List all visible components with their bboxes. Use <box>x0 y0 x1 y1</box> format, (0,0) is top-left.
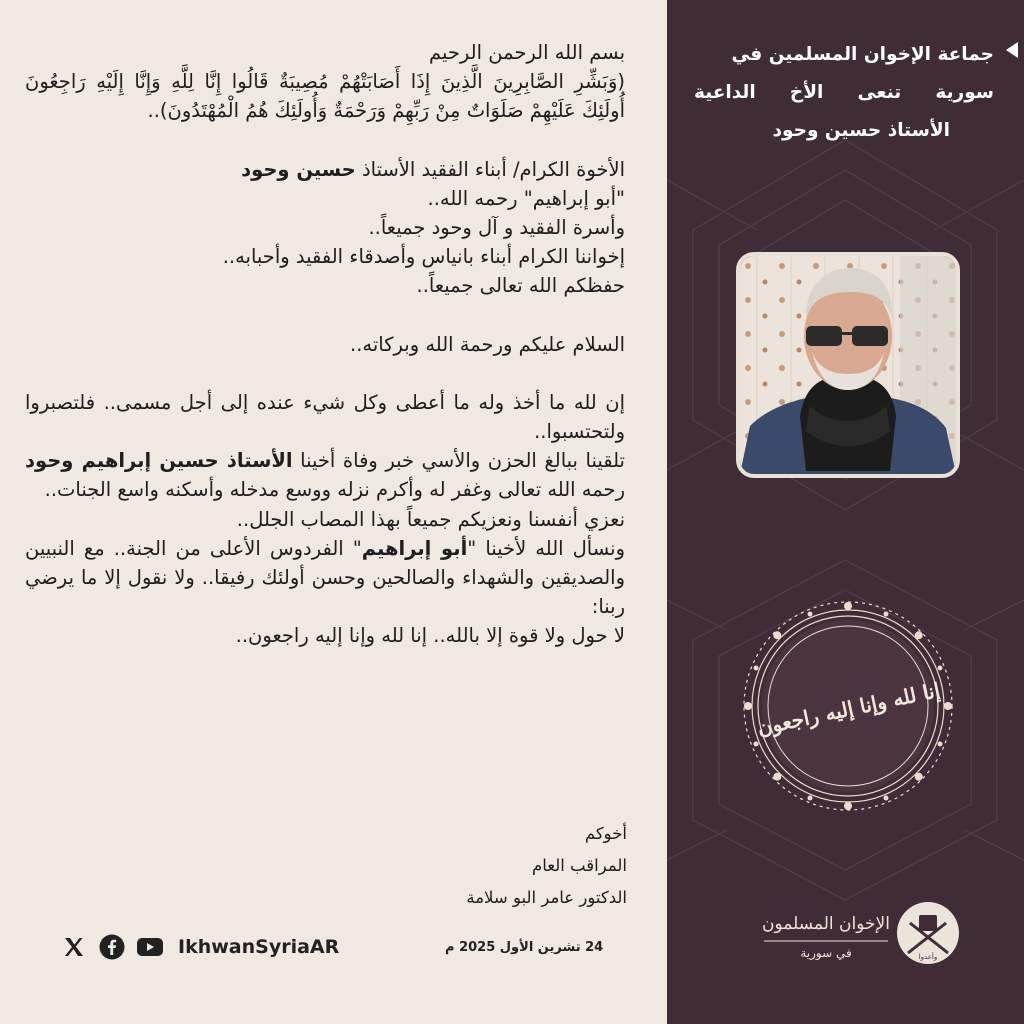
letter-body <box>25 38 625 651</box>
address-line-3: وأسرة الفقيد و آل وحود جميعاً.. <box>368 216 625 240</box>
address-line-4: إخواننا الكرام أبناء بانياس وأصدقاء الفقيد وأحبابه.. <box>222 245 625 269</box>
paragraph-2: تلقينا ببالغ الحزن والأسي خبر وفاة أخينا الأستاذ حسين إبراهيم وحود رحمه الله تعالى وغفر له وأكرم نزله ووسع مدخله وأسكنه واسع الجنات.. <box>25 449 625 502</box>
headline-line-2: سورية تنعى الأخ الداعية <box>694 82 994 103</box>
deceased-full-name: الأستاذ حسين إبراهيم وحود <box>25 449 293 473</box>
quran-verse: (وَبَشِّرِ الصَّابِرِينَ الَّذِينَ إِذَا أَصَابَتْهُمْ مُصِيبَةٌ قَالُوا إِنَّا لِلَّهِ وَإِنَّا إِلَيْهِ رَاجِعُونَ أُولَئِكَ عَلَيْهِمْ صَلَوَاتٌ مِنْ رَبِّهِمْ وَرَحْمَةٌ وَأُولَئِكَ هُمُ الْمُهْتَدُونَ).. <box>25 70 625 123</box>
address-line-1: الأخوة الكرام/ أبناء الفقيد الأستاذ حسين وحود <box>241 157 625 181</box>
x-icon[interactable] <box>60 933 88 961</box>
emblem-calligraphy: إنا لله وإنا إليه راجعون <box>755 677 943 741</box>
publish-date: 24 تشرين الأول 2025 م <box>445 940 604 955</box>
background-pattern <box>667 0 1024 1024</box>
paragraph-5: لا حول ولا قوة إلا بالله.. إنا لله وإنا إليه راجعون.. <box>235 624 625 648</box>
signature-line-3: الدكتور عامر البو سلامة <box>466 888 627 907</box>
social-handle[interactable]: IkhwanSyriaAR <box>178 936 340 958</box>
social-links <box>60 933 339 961</box>
address-line-2: "أبو إبراهيم" رحمه الله.. <box>427 186 625 210</box>
headline-marker-icon <box>1006 42 1018 58</box>
logo-subtitle: في سورية <box>800 946 852 960</box>
organization-logo <box>756 895 966 975</box>
greeting: السلام عليكم ورحمة الله وبركاته.. <box>350 332 625 356</box>
headline <box>694 36 994 150</box>
headline-line-3: الأستاذ حسين وحود <box>772 120 950 141</box>
youtube-icon[interactable] <box>136 933 164 961</box>
paragraph-1: إن لله ما أخذ وله ما أعطى وكل شيء عنده إلى أجل مسمى.. فلتصبروا ولتحتسبوا.. <box>25 390 625 444</box>
basmala: بسم الله الرحمن الرحيم <box>429 41 625 64</box>
deceased-kunya: أبو إبراهيم <box>361 536 468 560</box>
svg-text:وأعدوا: وأعدوا <box>918 953 938 961</box>
signature-block <box>466 818 627 914</box>
signature-line-1: أخوكم <box>584 824 627 843</box>
logo-name: الإخوان المسلمون <box>762 914 890 934</box>
deceased-name: حسين وحود <box>241 157 356 181</box>
paragraph-4: ونسأل الله لأخينا "أبو إبراهيم" الفردوس الأعلى من الجنة.. مع النبيين والصديقين والشهداء والصالحين وحسن أولئك رفيقا.. ولا نقول إلا ما يرضي ربنا: <box>25 536 625 619</box>
facebook-icon[interactable] <box>98 933 126 961</box>
address-line-5: حفظكم الله تعالى جميعاً.. <box>416 274 625 298</box>
paragraph-3: نعزي أنفسنا ونعزيكم جميعاً بهذا المصاب الجلل.. <box>236 507 625 531</box>
title-panel <box>667 0 1024 1024</box>
condolence-emblem <box>740 598 956 814</box>
headline-line-1: جماعة الإخوان المسلمين في <box>731 44 994 65</box>
portrait-photo <box>736 252 960 478</box>
signature-line-2: المراقب العام <box>532 856 627 875</box>
